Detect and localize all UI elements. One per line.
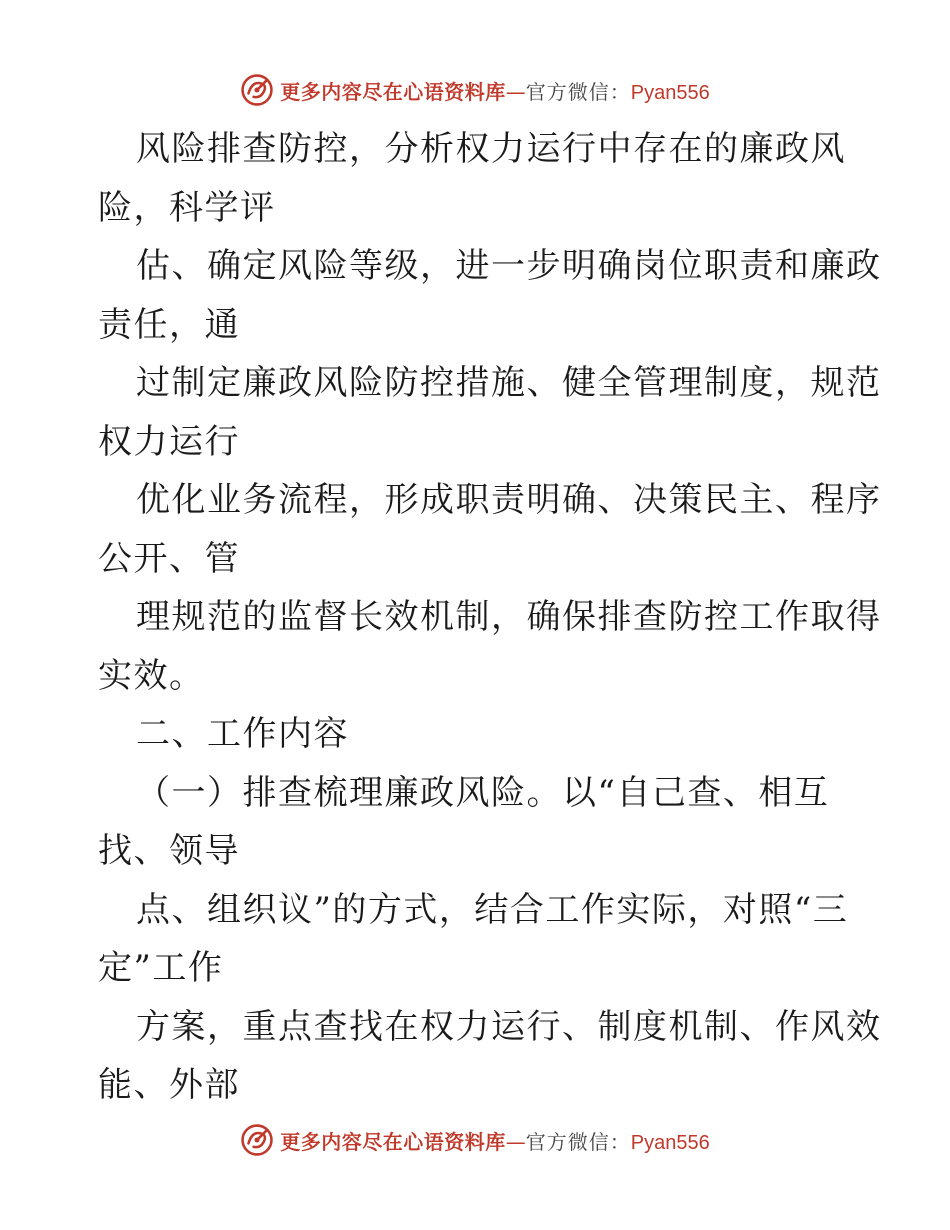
banner-wechat-id: Pyan556 [630,1131,710,1154]
text-line: 点、组织议”的方式，结合工作实际，对照“三 [136,889,849,930]
text-line: 能、外部 [98,1065,240,1105]
text-line: 过制定廉政风险防控措施、健全管理制度，规范 [136,363,882,403]
text-line: 公开、管 [98,538,240,579]
banner-separator: — [505,79,526,104]
text-line: 权力运行 [98,421,240,462]
footer-banner [0,1120,950,1160]
banner-wechat-id: Pyan556 [630,81,710,104]
text-line: 找、领导 [98,831,240,871]
banner-text [280,1126,709,1155]
banner-brand: 更多内容尽在心语资料库 [280,1129,506,1154]
banner-brand: 更多内容尽在心语资料库 [280,79,506,104]
dragon-seal-icon [240,73,274,107]
text-line: 估、确定风险等级，进一步明确岗位职责和廉政 [136,246,882,286]
banner-separator: — [505,1129,526,1154]
text-line: 实效。 [98,655,205,696]
dragon-seal-icon [240,1123,274,1157]
text-line: 风险排查防控，分析权力运行中存在的廉政风 [136,129,846,169]
header-banner [0,70,950,110]
text-line: 方案，重点查找在权力运行、制度机制、作风效 [136,1006,882,1047]
text-line: 优化业务流程，形成职责明确、决策民主、程序 [136,480,882,520]
banner-text [280,76,709,105]
banner-wechat-label: 官方微信： [525,1129,631,1154]
text-line: 责任，通 [98,304,240,345]
text-line: 险，科学评 [98,187,276,228]
text-line: （一）排查梳理廉政风险。以“自己查、相互 [136,772,830,813]
banner-wechat-label: 官方微信： [525,79,631,104]
document-body [98,120,882,1115]
section-heading: 二、工作内容 [136,714,349,754]
text-line: 理规范的监督长效机制，确保排查防控工作取得 [136,597,882,637]
text-line: 定”工作 [98,948,224,988]
